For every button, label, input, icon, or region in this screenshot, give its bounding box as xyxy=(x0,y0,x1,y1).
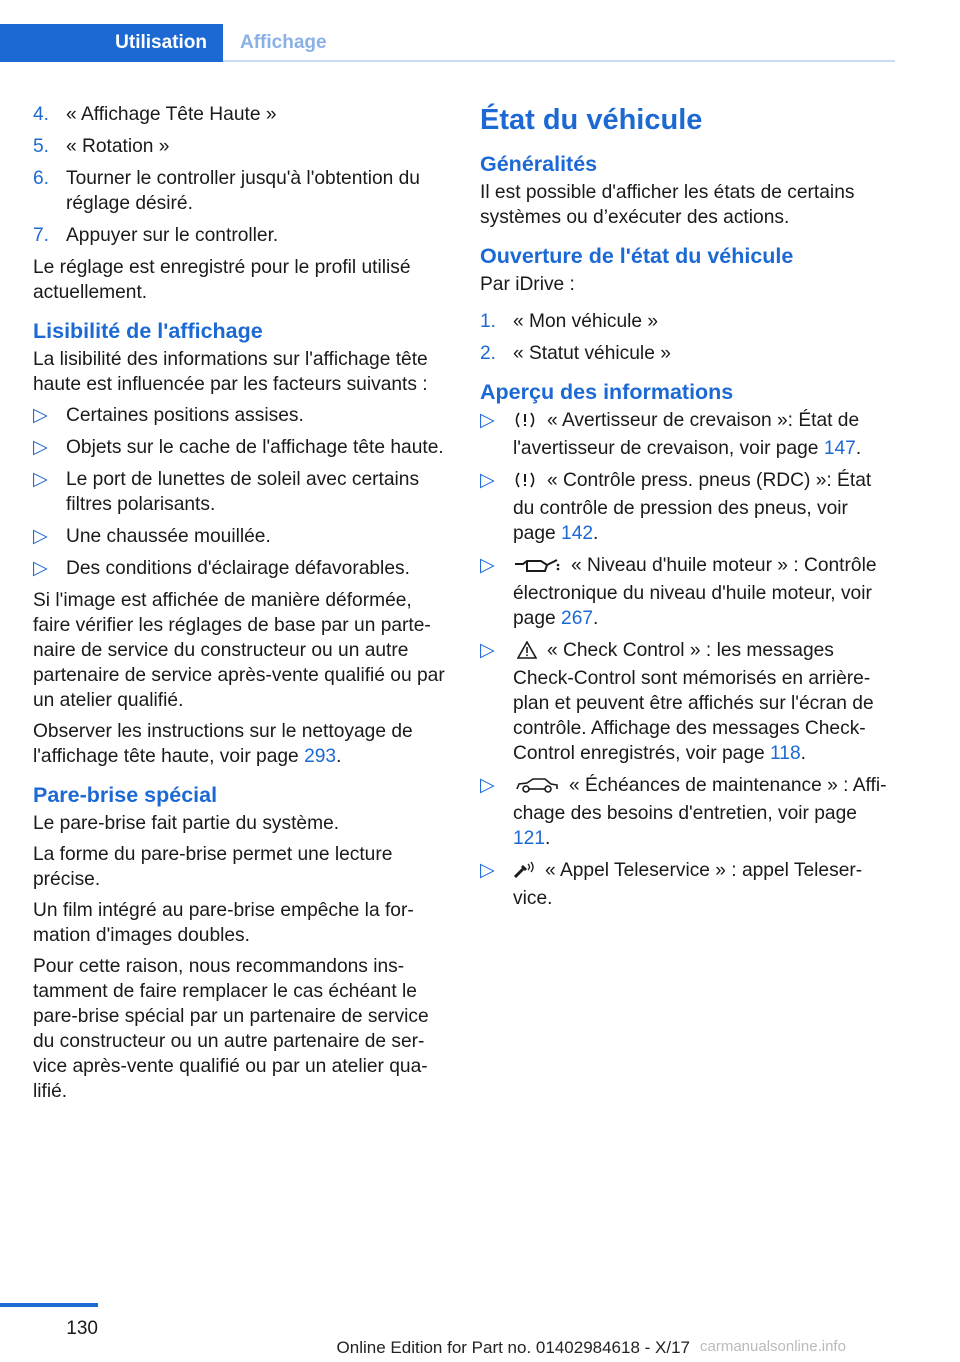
header-rule xyxy=(223,60,895,62)
paragraph: Le réglage est enregistré pour le profil utilisé actuellement. xyxy=(33,257,411,303)
triangle-bullet-icon: ▷ xyxy=(33,469,48,490)
list-item: ▷ « Check Control » : les messages Check-Control sont mémorisés en arrière-plan et peuvent être affichés sur l'écran de contrôle. Affichage des messages Check-Control enregistrés, voir page 118. xyxy=(480,640,874,764)
paragraph: La lisibilité des informations sur l'affichage tête haute est influencée par les facteurs suivants : xyxy=(33,349,428,395)
right-column xyxy=(480,102,894,918)
footer-edition: Online Edition for Part no. 01402984618 - X/17 xyxy=(336,1338,690,1357)
triangle-bullet-icon: ▷ xyxy=(480,640,495,661)
triangle-bullet-icon: ▷ xyxy=(33,558,48,579)
watermark: carmanualsonline.info xyxy=(700,1338,846,1355)
list-item: ▷ « Niveau d'huile moteur » : Contrôle électronique du niveau d'huile moteur, voir page 267. xyxy=(480,555,877,629)
chapter-title: État du véhicule xyxy=(480,104,703,136)
list-item: 7. Appuyer sur le controller. xyxy=(33,225,279,246)
list-item: ▷ « Avertisseur de crevaison »: État de l'avertisseur de crevaison, voir page 147. xyxy=(480,410,862,459)
paragraph: Pour cette raison, nous recommandons ins-tamment de faire remplacer le cas échéant le pare-brise spécial par un partenaire de service du constructeur ou un autre partenaire de ser-vice après-vente qualifié ou par un atelier qua-lifié. xyxy=(33,956,429,1102)
paragraph: Observer les instructions sur le nettoyage de l'affichage tête haute, voir page 293. xyxy=(33,721,413,767)
tire-pressure-warning-icon xyxy=(513,471,537,496)
list-item: 5. « Rotation » xyxy=(33,136,170,157)
list-item: ▷ « Contrôle press. pneus (RDC) »: État du contrôle de pression des pneus, voir page 142. xyxy=(480,470,872,544)
list-item: 2. « Statut véhicule » xyxy=(480,343,671,364)
list-item: 4. « Affichage Tête Haute » xyxy=(33,104,277,125)
section-heading: Généralités xyxy=(480,152,598,176)
triangle-bullet-icon: ▷ xyxy=(480,470,495,491)
triangle-bullet-icon: ▷ xyxy=(480,860,495,881)
left-column xyxy=(33,102,447,1110)
triangle-bullet-icon: ▷ xyxy=(480,410,495,431)
page-link[interactable]: 121 xyxy=(513,828,546,849)
section-heading: Ouverture de l'état du véhicule xyxy=(480,244,794,268)
warning-triangle-icon xyxy=(517,641,537,666)
page-number: 130 xyxy=(66,1318,98,1339)
oil-can-icon xyxy=(513,556,561,581)
tire-pressure-warning-icon xyxy=(513,411,537,436)
page-link[interactable]: 147 xyxy=(823,438,856,459)
list-item: ▷ Le port de lunettes de soleil avec certains filtres polarisants. xyxy=(33,469,420,515)
section-heading: Lisibilité de l'affichage xyxy=(33,319,263,343)
list-item: ▷ « Échéances de maintenance » : Affi-chage des besoins d'entretien, voir page 121. xyxy=(480,775,887,849)
list-item: ▷ Des conditions d'éclairage défavorables. xyxy=(33,558,410,579)
page-link[interactable]: 118 xyxy=(770,743,801,764)
paragraph: Par iDrive : xyxy=(480,274,575,295)
list-item: ▷ « Appel Teleservice » : appel Teleser-vice. xyxy=(480,860,863,909)
page-link[interactable]: 267 xyxy=(561,608,594,629)
steps-list-continued xyxy=(33,102,447,248)
triangle-bullet-icon: ▷ xyxy=(33,526,48,547)
paragraph: Il est possible d'afficher les états de certains systèmes ou d’exécuter des actions. xyxy=(480,182,855,228)
list-item: 6. Tourner le controller jusqu'à l'obtention du réglage désiré. xyxy=(33,168,420,214)
paragraph: La forme du pare-brise permet une lecture précise. xyxy=(33,844,393,890)
footer-rule xyxy=(0,1303,98,1307)
triangle-bullet-icon: ▷ xyxy=(480,555,495,576)
header-tab-affichage: Affichage xyxy=(240,32,327,53)
section-heading: Pare-brise spécial xyxy=(33,783,218,807)
header-tab-utilisation: Utilisation xyxy=(0,24,223,62)
page-link[interactable]: 142 xyxy=(561,523,594,544)
paragraph: Le pare-brise fait partie du système. xyxy=(33,813,340,834)
triangle-bullet-icon: ▷ xyxy=(480,775,495,796)
triangle-bullet-icon: ▷ xyxy=(33,437,48,458)
bullet-list xyxy=(33,403,447,581)
car-service-icon xyxy=(515,776,559,801)
paragraph: Un film intégré au pare-brise empêche la for-mation d'images doubles. xyxy=(33,900,414,946)
list-item: ▷ Une chaussée mouillée. xyxy=(33,526,271,547)
paragraph: Si l'image est affichée de manière déformée, faire vérifier les réglages de base par un parte-naire de service du constructeur ou un autre partenaire de service après-vente qualifié ou par un atelier qualifié. xyxy=(33,590,445,711)
teleservice-wrench-icon xyxy=(513,861,535,886)
list-item: ▷ Objets sur le cache de l'affichage tête haute. xyxy=(33,437,444,458)
info-list xyxy=(480,408,894,911)
section-heading: Aperçu des informations xyxy=(480,380,734,404)
list-item: 1. « Mon véhicule » xyxy=(480,311,659,332)
triangle-bullet-icon: ▷ xyxy=(33,405,48,426)
page-link[interactable]: 293 xyxy=(304,746,337,767)
list-item: ▷ Certaines positions assises. xyxy=(33,405,304,426)
steps-list xyxy=(480,309,894,366)
